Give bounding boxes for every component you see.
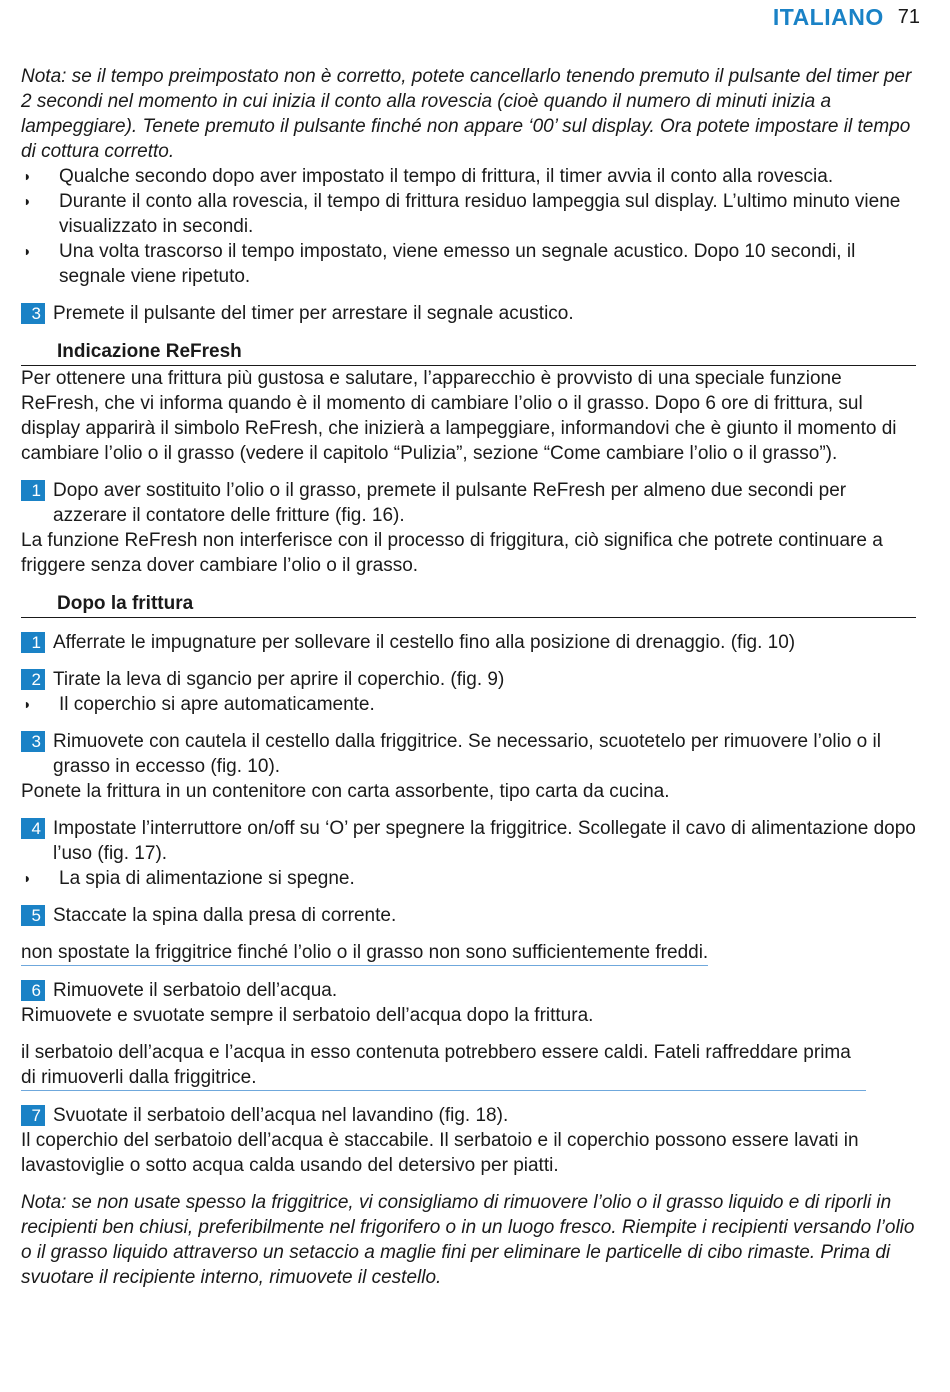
list-item bbox=[21, 692, 916, 717]
step-item bbox=[21, 301, 916, 326]
final-note: Nota: se non usate spesso la friggitrice, vi consigliamo di rimuovere l’olio o il grasso liquido e di riporli in recipienti ben chiusi, preferibilmente nel frigorifero o in un luogo fresco. Riempite i recipienti versando l’olio o il grasso liquido attraverso un setaccio a maglie fini per eliminare le particelle di cibo rimaste. Prima di svuotare il recipiente interno, rimuovete il cestello. bbox=[21, 1192, 915, 1288]
step-text: Rimuovete con cautela il cestello dalla friggitrice. Se necessario, scuotetelo per rimuovere l’olio o il grasso in eccesso (fig. 10). bbox=[53, 731, 881, 777]
step-item bbox=[21, 978, 916, 1003]
body-paragraph: Il coperchio del serbatoio dell’acqua è staccabile. Il serbatoio e il coperchio possono essere lavati in lavastoviglie o sotto acqua calda usando del detersivo per piatti. bbox=[21, 1130, 859, 1176]
section-title: Indicazione ReFresh bbox=[57, 341, 242, 362]
step-number: 1 bbox=[21, 480, 45, 501]
list-item bbox=[21, 239, 916, 289]
bullet-icon: ◗ bbox=[23, 696, 32, 712]
step-item bbox=[21, 903, 916, 928]
step-number: 3 bbox=[21, 303, 45, 324]
step-number: 2 bbox=[21, 669, 45, 690]
step-text: Impostate l’interruttore on/off su ‘O’ per spegnere la friggitrice. Scollegate il cavo di alimentazione dopo l’uso (fig. 17). bbox=[53, 818, 916, 864]
step-number: 1 bbox=[21, 632, 45, 653]
bullet-text: Una volta trascorso il tempo impostato, viene emesso un segnale acustico. Dopo 10 secondi, il segnale viene ripetuto. bbox=[59, 241, 856, 287]
step-item bbox=[21, 816, 916, 866]
body-paragraph: Rimuovete e svuotate sempre il serbatoio dell’acqua dopo la frittura. bbox=[21, 1005, 594, 1026]
step-number: 3 bbox=[21, 731, 45, 752]
step-item bbox=[21, 478, 916, 528]
bullet-text: Qualche secondo dopo aver impostato il tempo di frittura, il timer avvia il conto alla rovescia. bbox=[59, 166, 834, 187]
section-refresh bbox=[21, 338, 916, 366]
step-text: Svuotate il serbatoio dell’acqua nel lavandino (fig. 18). bbox=[53, 1105, 509, 1126]
bullet-text: Durante il conto alla rovescia, il tempo di frittura residuo lampeggia sul display. L’ultimo minuto viene visualizzato in secondi. bbox=[59, 191, 901, 237]
step-text: Rimuovete il serbatoio dell’acqua. bbox=[53, 980, 338, 1001]
bullet-text: Il coperchio si apre automaticamente. bbox=[59, 694, 375, 715]
section-after-frying bbox=[21, 590, 916, 618]
step-item bbox=[21, 667, 916, 692]
list-item bbox=[21, 164, 916, 189]
page-header bbox=[773, 0, 920, 34]
body-paragraph: Ponete la frittura in un contenitore con carta assorbente, tipo carta da cucina. bbox=[21, 781, 670, 802]
step-number: 6 bbox=[21, 980, 45, 1001]
bullet-text: La spia di alimentazione si spegne. bbox=[59, 868, 355, 889]
page-number: 71 bbox=[897, 5, 920, 28]
step-text: Tirate la leva di sgancio per aprire il coperchio. (fig. 9) bbox=[53, 669, 505, 690]
step-text: Premete il pulsante del timer per arrestare il segnale acustico. bbox=[53, 303, 574, 324]
step-text: Afferrate le impugnature per sollevare il cestello fino alla posizione di drenaggio. (fig. 10) bbox=[53, 632, 796, 653]
body-paragraph: Per ottenere una frittura più gustosa e salutare, l’apparecchio è provvisto di una speciale funzione ReFresh, che vi informa quando è il momento di cambiare l’olio o il grasso. Dopo 6 ore di frittura, sul display apparirà il simbolo ReFresh, che inizierà a lampeggiare, informandovi che è giunto il momento di cambiare l’olio o il grasso (vedere il capitolo “Pulizia”, sezione “Come cambiare l’olio o il grasso”). bbox=[21, 368, 897, 464]
section-divider bbox=[21, 617, 916, 618]
intro-note: Nota: se il tempo preimpostato non è corretto, potete cancellarlo tenendo premuto il pulsante del timer per 2 secondi nel momento in cui inizia il conto alla rovescia (cioè quando il numero di minuti inizia a lampeggiare). Tenete premuto il pulsante finché non appare ‘00’ sul display. Ora potete impostare il tempo di cottura corretto. bbox=[21, 66, 912, 162]
body-paragraph: La funzione ReFresh non interferisce con il processo di friggitura, ciò significa che potrete continuare a friggere senza dover cambiare l’olio o il grasso. bbox=[21, 530, 883, 576]
step-item bbox=[21, 729, 916, 779]
step-text: Staccate la spina dalla presa di corrente. bbox=[53, 905, 397, 926]
warning-text: il serbatoio dell’acqua e l’acqua in esso contenuta potrebbero essere caldi. Fateli raffreddare prima di rimuoverli dalla friggitrice. bbox=[21, 1040, 866, 1091]
step-item bbox=[21, 630, 916, 655]
bullet-icon: ◗ bbox=[23, 193, 32, 209]
step-number: 4 bbox=[21, 818, 45, 839]
bullet-icon: ◗ bbox=[23, 243, 32, 259]
step-number: 5 bbox=[21, 905, 45, 926]
section-title: Dopo la frittura bbox=[57, 593, 194, 614]
warning-text: non spostate la friggitrice finché l’olio o il grasso non sono sufficientemente freddi. bbox=[21, 940, 708, 966]
step-text: Dopo aver sostituito l’olio o il grasso, premete il pulsante ReFresh per almeno due secondi per azzerare il contatore delle fritture (fig. 16). bbox=[53, 480, 847, 526]
step-item bbox=[21, 1103, 916, 1128]
bullet-icon: ◗ bbox=[23, 870, 32, 886]
list-item bbox=[21, 189, 916, 239]
list-item bbox=[21, 866, 916, 891]
bullet-icon: ◗ bbox=[23, 168, 32, 184]
page-content bbox=[21, 64, 916, 1290]
step-number: 7 bbox=[21, 1105, 45, 1126]
language-label: ITALIANO bbox=[772, 3, 884, 30]
